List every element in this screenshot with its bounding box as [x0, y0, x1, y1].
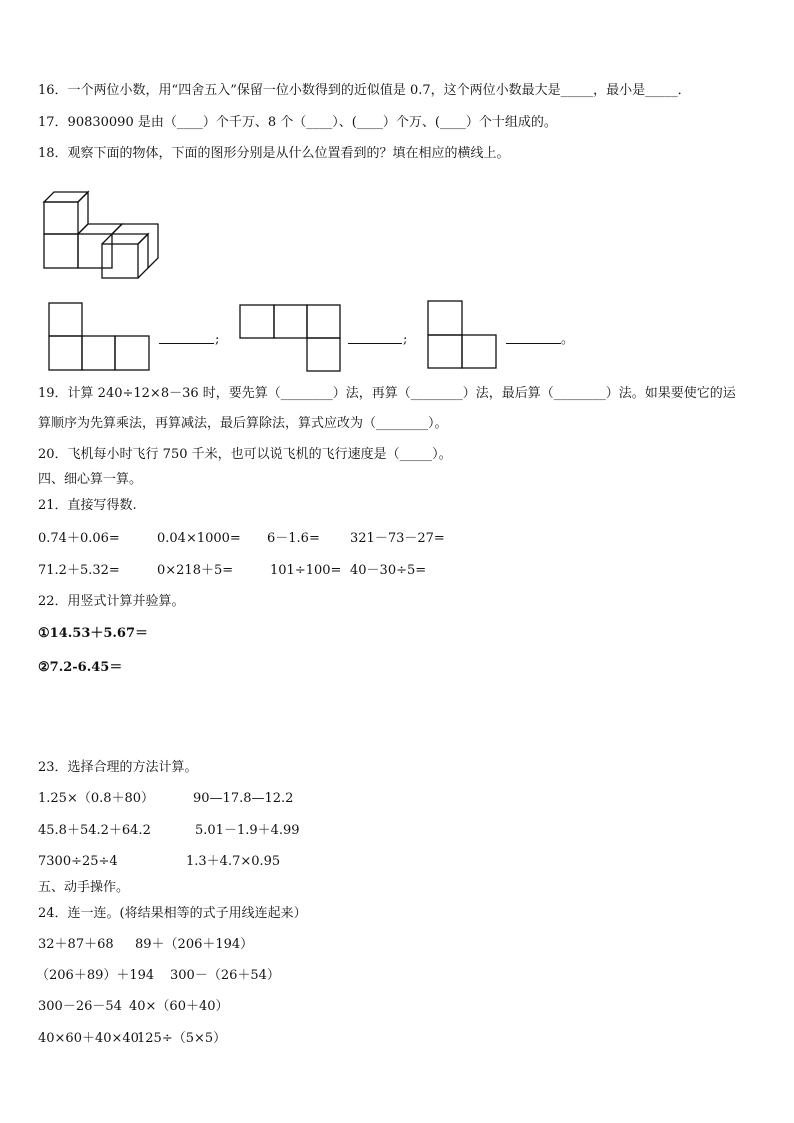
question-21: 21．直接写得数.	[38, 498, 137, 513]
q21-item: 40－30÷5=	[350, 563, 427, 578]
q23-item: 90—17.8—12.2	[193, 791, 294, 806]
view-2-separator: ;	[403, 332, 408, 347]
q21-item: 71.2＋5.32=	[38, 563, 120, 578]
view-1-separator: ;	[215, 332, 220, 347]
answer-blank-view-2[interactable]	[348, 330, 402, 344]
cube-stack-figure	[40, 188, 164, 283]
q23-item: 5.01－1.9＋4.99	[195, 823, 300, 838]
view-3-separator: 。	[561, 332, 575, 347]
question-17: 17．90830090 是由（____）个千万、8 个（____）、(____）个万、(____）个十组成的。	[38, 115, 557, 130]
question-22: 22．用竖式计算并验算。	[38, 594, 185, 609]
question-18: 18．观察下面的物体，下面的图形分别是从什么位置看到的？填在相应的横线上。	[38, 146, 510, 161]
q22-item-1: ①14.53＋5.67＝	[38, 626, 149, 641]
q23-item: 1.25×（0.8＋80）	[38, 791, 155, 806]
section-4-heading: 四、细心算一算。	[38, 472, 143, 487]
q23-item: 45.8＋54.2＋64.2	[38, 823, 151, 838]
q21-item: 6－1.6=	[267, 531, 320, 546]
question-16: 16．一个两位小数，用“四舍五入”保留一位小数得到的近似值是 0.7，这个两位小数最大是_____，最小是_____．	[38, 83, 691, 98]
q24-right-expr[interactable]: 300－（26＋54）	[170, 968, 280, 983]
q24-left-expr[interactable]: （206＋89）＋194	[36, 968, 155, 983]
q21-item: 321－73－27=	[350, 531, 445, 546]
q22-item-2: ②7.2-6.45＝	[38, 660, 123, 675]
q23-item: 7300÷25÷4	[38, 854, 118, 869]
q23-item: 1.3＋4.7×0.95	[186, 854, 281, 869]
question-23: 23．选择合理的方法计算。	[38, 760, 198, 775]
q24-right-expr[interactable]: 40×（60＋40）	[129, 999, 229, 1014]
q24-left-expr[interactable]: 300－26－54	[38, 999, 122, 1014]
q21-item: 0.04×1000=	[157, 531, 241, 546]
view-figure-2	[239, 304, 343, 372]
question-19-line-2: 算顺序为先算乘法，再算减法，最后算除法，算式应改为（________）。	[38, 416, 448, 431]
question-19-line-1: 19．计算 240÷12×8－36 时，要先算（________）法，再算（________）法，最后算（________）法。如果要使它的运	[38, 386, 736, 401]
answer-blank-view-3[interactable]	[506, 330, 561, 344]
q24-left-expr[interactable]: 40×60＋40×40	[38, 1031, 139, 1046]
question-24: 24．连一连。(将结果相等的式子用线连起来）	[38, 906, 307, 921]
q21-item: 0.74＋0.06=	[38, 531, 120, 546]
view-figure-3	[427, 300, 499, 370]
q24-right-expr[interactable]: 125÷（5×5）	[137, 1031, 227, 1046]
view-figure-1	[48, 302, 152, 372]
question-20: 20．飞机每小时飞行 750 千米，也可以说飞机的飞行速度是（_____）。	[38, 447, 452, 462]
q21-item: 0×218＋5=	[157, 563, 234, 578]
q21-item: 101÷100=	[270, 563, 342, 578]
section-5-heading: 五、动手操作。	[38, 880, 130, 895]
q24-left-expr[interactable]: 32＋87＋68	[38, 937, 114, 952]
q24-right-expr[interactable]: 89＋（206＋194）	[135, 937, 254, 952]
answer-blank-view-1[interactable]	[159, 330, 214, 344]
